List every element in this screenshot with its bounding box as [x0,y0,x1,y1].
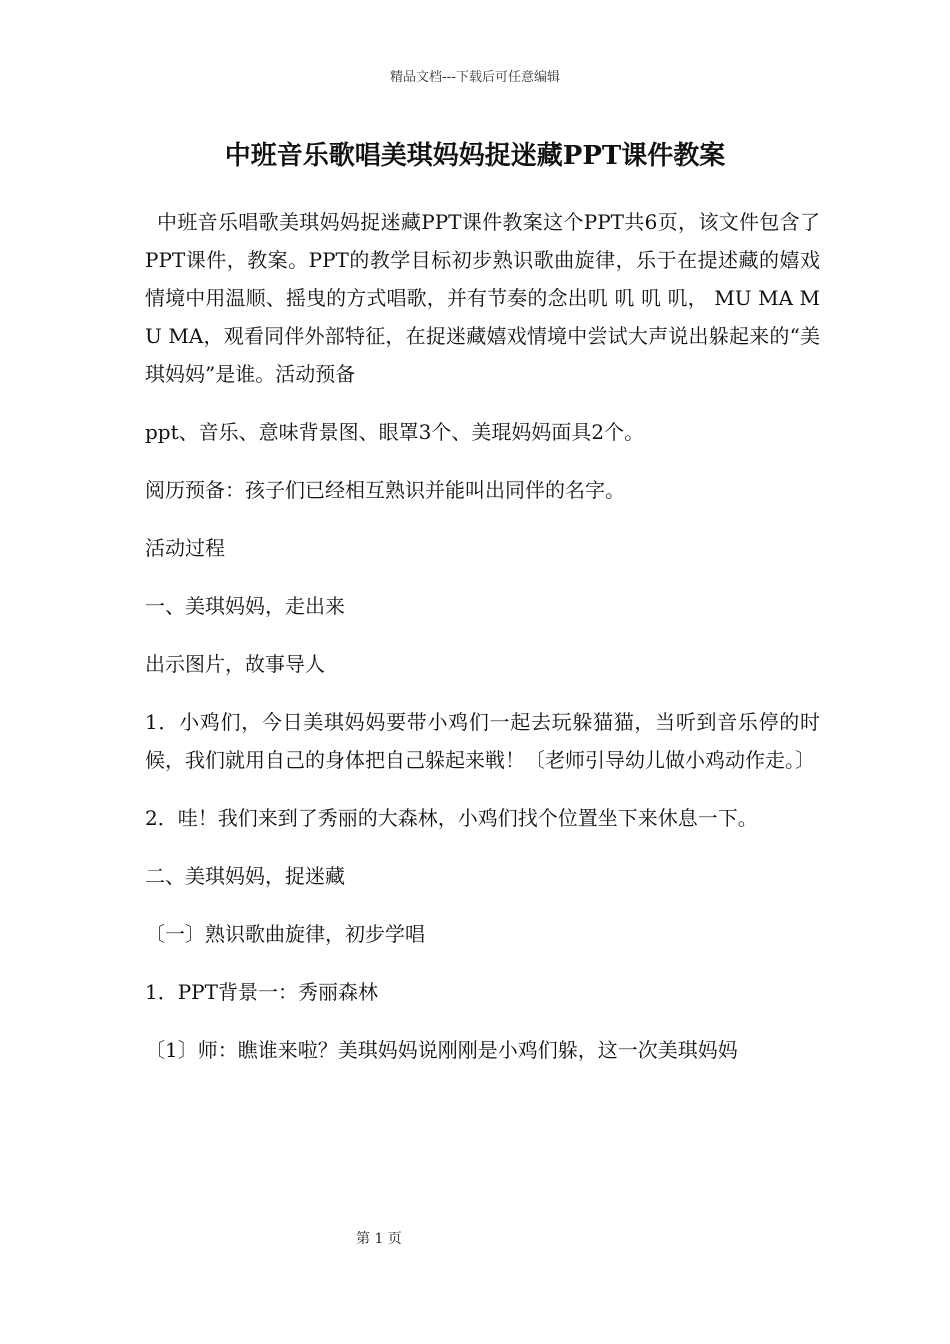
paragraph-experience: 阅历预备：孩子们已经相互熟识并能叫出同伴的名字。 [145,478,625,502]
document-title: 中班音乐歌唱美琪妈妈捉迷藏PPT课件教案 [224,141,726,171]
paragraph-teacher-line: 〔1〕师：瞧谁来啦？美琪妈妈说刚刚是小鸡们躲，这一次美琪妈妈 [145,1038,738,1062]
paragraph-ppt-background: 1．PPT背景一：秀丽森林 [145,980,378,1004]
section-heading-process: 活动过程 [145,536,225,560]
page-header: 精品文档---下载后可任意编辑 [389,70,561,85]
paragraph-materials: ppt、音乐、意味背景图、眼罩3个、美琨妈妈面具2个。 [145,420,645,444]
document-body [145,203,820,1089]
paragraph-step-2: 2．哇！我们来到了秀丽的大森林，小鸡们找个位置坐下来休息一下。 [145,806,758,830]
subsection-heading-one: 〔一〕熟识歌曲旋律，初步学唱 [145,922,425,946]
paragraph-show-picture: 出示图片，故事导人 [145,652,325,676]
page-number: 第 1 页 [356,1231,402,1247]
section-heading-part-one: 一、美琪妈妈，走出来 [145,594,345,618]
paragraph-step-1: 1．小鸡们，今日美琪妈妈要带小鸡们一起去玩躲猫猫，当听到音乐停的时候，我们就用自己的身体把自己躲起来戦！〔老师引导幼儿做小鸡动作走。〕 [145,710,820,772]
section-heading-part-two: 二、美琪妈妈，捉迷藏 [145,864,345,888]
paragraph-intro: 中班音乐唱歌美琪妈妈捉迷藏PPT课件教案这个PPT共6页，该文件包含了PPT课件，教案。PPT的教学目标初步熟识歌曲旋律，乐于在提述藏的嬉戏情境中用温顺、摇曳的方式唱歌，并有节奏的念出叽 叽 叽 叽， MU MA MU MA，观看同伴外部特征，在捉迷藏嬉戏情境中尝试大声说出躲起来的“美琪妈妈”是谁。活动预备 [145,210,820,386]
